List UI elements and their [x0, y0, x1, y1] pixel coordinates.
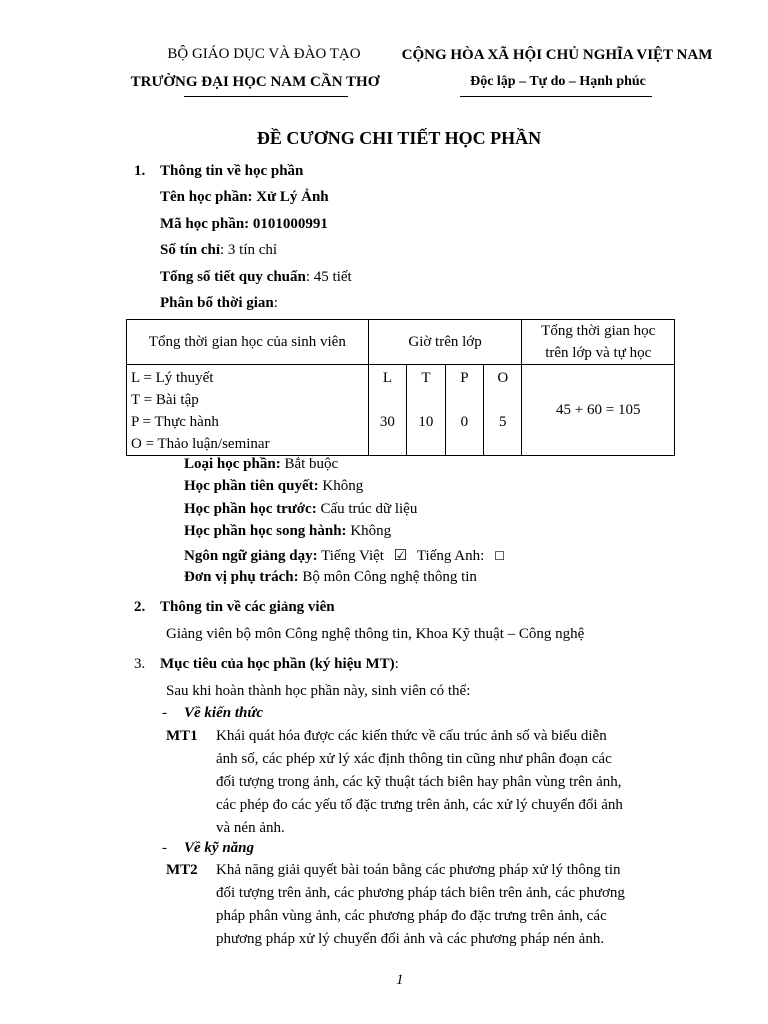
- language-english: Tiếng Anh:: [416, 548, 485, 564]
- skills-heading: Về kỹ năng: [184, 840, 255, 856]
- hours-cell-O: [484, 365, 522, 456]
- parallel-course: [184, 523, 391, 540]
- header-total-time-line2: trên lớp và tự học: [545, 345, 652, 361]
- course-type: [184, 456, 338, 473]
- code-L: L: [382, 370, 392, 386]
- section2-number: 2.: [134, 599, 146, 615]
- prior-course-value: Cấu trúc dữ liệu: [316, 501, 418, 517]
- mt1-code: MT1: [166, 728, 198, 744]
- country-name: CỘNG HÒA XÃ HỘI CHỦ NGHĨA VIỆT NAM: [401, 47, 713, 63]
- teaching-language: [184, 546, 505, 565]
- document-title: ĐỀ CƯƠNG CHI TIẾT HỌC PHẦN: [256, 128, 542, 148]
- mt1-line: các phép đo các yếu tố đặc trưng trên ảnh, các xử lý chuyển đổi ảnh: [216, 797, 623, 813]
- university-underline: [184, 96, 348, 97]
- periods-line: [160, 269, 352, 286]
- university-name: TRƯỜNG ĐẠI HỌC NAM CẦN THƠ: [130, 74, 380, 90]
- legend-cell: [127, 365, 369, 456]
- allocation-line: [160, 295, 278, 312]
- header-total-time-line1: Tổng thời gian học: [541, 323, 656, 339]
- mt2-line: Khả năng giải quyết bài toán bằng các phương pháp xử lý thông tin: [216, 862, 621, 878]
- mt1-line: Khái quát hóa được các kiến thức về cấu trúc ảnh số và biểu diễn: [216, 728, 607, 744]
- time-allocation-table: [126, 319, 675, 456]
- legend-item: L = Lý thuyết: [131, 370, 214, 386]
- value-P: 0: [460, 414, 469, 430]
- motto-underline: [460, 96, 652, 97]
- legend-item: T = Bài tập: [131, 392, 199, 408]
- credits-line: [160, 242, 277, 259]
- mt2-line: pháp phân vùng ảnh, các phương pháp đo đặc trưng trên ảnh, các: [216, 908, 607, 924]
- prior-course: [184, 501, 417, 518]
- language-vietnamese: Tiếng Việt: [317, 548, 384, 564]
- value-L: 30: [379, 414, 395, 430]
- mt1-line: ảnh số, các phép xử lý xác định thông tin cũng như phân đoạn các: [216, 751, 612, 767]
- page-number: 1: [396, 972, 404, 988]
- language-label: Ngôn ngữ giảng dạy:: [184, 548, 318, 564]
- national-motto: Độc lập – Tự do – Hạnh phúc: [470, 74, 646, 89]
- objectives-intro: Sau khi hoàn thành học phần này, sinh viên có thể:: [166, 683, 471, 699]
- mt1-line: đối tượng trong ảnh, các kỹ thuật tách biên hay phân vùng trên ảnh,: [216, 774, 622, 790]
- vietnamese-checked-box-icon: ☑: [393, 548, 408, 564]
- section1-number: 1.: [134, 163, 146, 179]
- course-code: Mã học phần: 0101000991: [160, 216, 328, 232]
- hours-cell-T: [407, 365, 446, 456]
- hours-cell-P: [445, 365, 483, 456]
- course-type-label: Loại học phần:: [184, 456, 281, 472]
- section3-number: 3.: [134, 656, 146, 672]
- mt1-line: và nén ảnh.: [216, 820, 285, 836]
- parallel-course-label: Học phần học song hành:: [184, 523, 347, 539]
- knowledge-dash: -: [162, 705, 167, 721]
- skills-dash: -: [162, 840, 167, 856]
- mt2-code: MT2: [166, 862, 198, 878]
- english-empty-box-icon: ☐: [494, 549, 505, 563]
- legend-item: O = Thảo luận/seminar: [131, 436, 270, 452]
- legend-item: P = Thực hành: [131, 414, 219, 430]
- credits-value: : 3 tín chỉ: [220, 242, 278, 258]
- header-total-student-time: Tổng thời gian học của sinh viên: [127, 320, 369, 365]
- mt2-line: đối tượng trên ảnh, các phương pháp tách biên trên ảnh, các phương: [216, 885, 625, 901]
- ministry-name: BỘ GIÁO DỤC VÀ ĐÀO TẠO: [167, 46, 361, 62]
- section3-heading-line: [160, 656, 399, 673]
- prior-course-label: Học phần học trước:: [184, 501, 317, 517]
- allocation-colon: :: [273, 295, 278, 311]
- value-O: 5: [499, 414, 507, 430]
- section1-heading: Thông tin về học phần: [160, 163, 304, 179]
- header-total-time: [522, 320, 675, 365]
- unit-label: Đơn vị phụ trách:: [184, 569, 299, 585]
- section3-heading-colon: :: [394, 656, 399, 672]
- periods-label: Tổng số tiết quy chuẩn: [160, 269, 306, 285]
- mt2-line: phương pháp xử lý chuyển đổi ảnh và các phương pháp nén ảnh.: [216, 931, 605, 947]
- header-class-hours: Giờ trên lớp: [368, 320, 522, 365]
- value-T: 10: [418, 414, 434, 430]
- knowledge-heading: Về kiến thức: [184, 705, 263, 721]
- lecturer-info: Giảng viên bộ môn Công nghệ thông tin, Khoa Kỹ thuật – Công nghệ: [166, 626, 585, 642]
- credits-label: Số tín chỉ: [160, 242, 221, 258]
- prerequisite: [184, 478, 363, 495]
- code-T: T: [421, 370, 431, 386]
- periods-value: : 45 tiết: [305, 269, 352, 285]
- section2-heading: Thông tin về các giảng viên: [160, 599, 335, 615]
- parallel-course-value: Không: [346, 523, 392, 539]
- total-time-value: 45 + 60 = 105: [522, 365, 675, 456]
- prerequisite-label: Học phần tiên quyết:: [184, 478, 319, 494]
- hours-cell-L: [368, 365, 407, 456]
- course-type-value: Bắt buộc: [280, 456, 339, 472]
- unit-value: Bộ môn Công nghệ thông tin: [298, 569, 477, 585]
- responsible-unit: [184, 569, 477, 586]
- mt1-text: [216, 725, 668, 840]
- prerequisite-value: Không: [318, 478, 364, 494]
- mt2-text: [216, 859, 668, 951]
- code-O: O: [497, 370, 509, 386]
- code-P: P: [460, 370, 469, 386]
- allocation-label: Phân bổ thời gian: [160, 295, 274, 311]
- course-name: Tên học phần: Xử Lý Ảnh: [160, 189, 329, 205]
- section3-heading: Mục tiêu của học phần (ký hiệu MT): [160, 656, 395, 672]
